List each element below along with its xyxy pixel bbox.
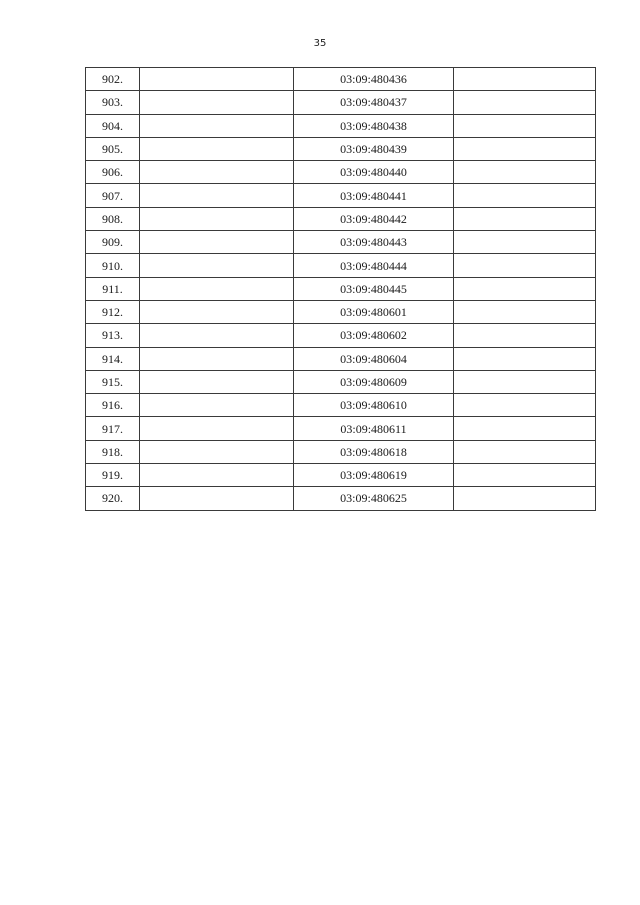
row-extra-cell [454, 254, 596, 277]
cadastral-number-cell: 03:09:480436 [294, 68, 454, 91]
table-row [86, 114, 596, 137]
row-extra-cell [454, 370, 596, 393]
table-row [86, 161, 596, 184]
row-extra-cell [454, 394, 596, 417]
row-number-cell: 917. [86, 417, 140, 440]
row-extra-cell [454, 277, 596, 300]
row-name-cell [140, 417, 294, 440]
row-number-cell: 904. [86, 114, 140, 137]
table-row [86, 68, 596, 91]
cadastral-number-cell: 03:09:480625 [294, 487, 454, 510]
row-extra-cell [454, 464, 596, 487]
row-name-cell [140, 231, 294, 254]
cadastral-number-cell: 03:09:480437 [294, 91, 454, 114]
row-number-cell: 907. [86, 184, 140, 207]
row-name-cell [140, 91, 294, 114]
cadastral-number-cell: 03:09:480601 [294, 300, 454, 323]
row-number-cell: 908. [86, 207, 140, 230]
row-number-cell: 909. [86, 231, 140, 254]
row-name-cell [140, 440, 294, 463]
row-number-cell: 903. [86, 91, 140, 114]
row-number-cell: 920. [86, 487, 140, 510]
row-number-cell: 906. [86, 161, 140, 184]
row-extra-cell [454, 487, 596, 510]
row-number-cell: 914. [86, 347, 140, 370]
register-table-body [86, 68, 596, 511]
row-name-cell [140, 161, 294, 184]
row-number-cell: 902. [86, 68, 140, 91]
table-row [86, 277, 596, 300]
row-extra-cell [454, 347, 596, 370]
row-number-cell: 915. [86, 370, 140, 393]
table-row [86, 91, 596, 114]
row-name-cell [140, 370, 294, 393]
cadastral-number-cell: 03:09:480610 [294, 394, 454, 417]
row-name-cell [140, 137, 294, 160]
row-name-cell [140, 487, 294, 510]
cadastral-number-cell: 03:09:480441 [294, 184, 454, 207]
row-name-cell [140, 254, 294, 277]
cadastral-number-cell: 03:09:480438 [294, 114, 454, 137]
row-number-cell: 916. [86, 394, 140, 417]
cadastral-number-cell: 03:09:480442 [294, 207, 454, 230]
table-row [86, 464, 596, 487]
cadastral-number-cell: 03:09:480611 [294, 417, 454, 440]
row-number-cell: 918. [86, 440, 140, 463]
row-number-cell: 910. [86, 254, 140, 277]
cadastral-number-cell: 03:09:480443 [294, 231, 454, 254]
table-row [86, 487, 596, 510]
row-number-cell: 919. [86, 464, 140, 487]
table-row [86, 347, 596, 370]
table-row [86, 417, 596, 440]
table-row [86, 394, 596, 417]
table-row [86, 440, 596, 463]
row-extra-cell [454, 231, 596, 254]
cadastral-number-cell: 03:09:480440 [294, 161, 454, 184]
row-name-cell [140, 464, 294, 487]
cadastral-number-cell: 03:09:480619 [294, 464, 454, 487]
table-row [86, 370, 596, 393]
table-row [86, 324, 596, 347]
row-number-cell: 911. [86, 277, 140, 300]
register-table [85, 67, 596, 511]
table-row [86, 254, 596, 277]
table-row [86, 207, 596, 230]
cadastral-number-cell: 03:09:480439 [294, 137, 454, 160]
row-extra-cell [454, 417, 596, 440]
cadastral-number-cell: 03:09:480609 [294, 370, 454, 393]
row-extra-cell [454, 114, 596, 137]
row-extra-cell [454, 137, 596, 160]
cadastral-number-cell: 03:09:480445 [294, 277, 454, 300]
page-number: 35 [313, 38, 327, 49]
row-extra-cell [454, 161, 596, 184]
cadastral-number-cell: 03:09:480604 [294, 347, 454, 370]
row-extra-cell [454, 440, 596, 463]
row-name-cell [140, 207, 294, 230]
table-row [86, 231, 596, 254]
table-row [86, 184, 596, 207]
row-name-cell [140, 114, 294, 137]
row-name-cell [140, 184, 294, 207]
cadastral-number-cell: 03:09:480602 [294, 324, 454, 347]
row-extra-cell [454, 68, 596, 91]
cadastral-number-cell: 03:09:480618 [294, 440, 454, 463]
table-row [86, 137, 596, 160]
row-name-cell [140, 277, 294, 300]
row-name-cell [140, 324, 294, 347]
row-number-cell: 913. [86, 324, 140, 347]
row-extra-cell [454, 300, 596, 323]
row-extra-cell [454, 91, 596, 114]
cadastral-number-cell: 03:09:480444 [294, 254, 454, 277]
row-number-cell: 905. [86, 137, 140, 160]
table-row [86, 300, 596, 323]
row-extra-cell [454, 324, 596, 347]
row-name-cell [140, 347, 294, 370]
row-extra-cell [454, 207, 596, 230]
row-number-cell: 912. [86, 300, 140, 323]
row-name-cell [140, 394, 294, 417]
row-name-cell [140, 68, 294, 91]
row-extra-cell [454, 184, 596, 207]
row-name-cell [140, 300, 294, 323]
